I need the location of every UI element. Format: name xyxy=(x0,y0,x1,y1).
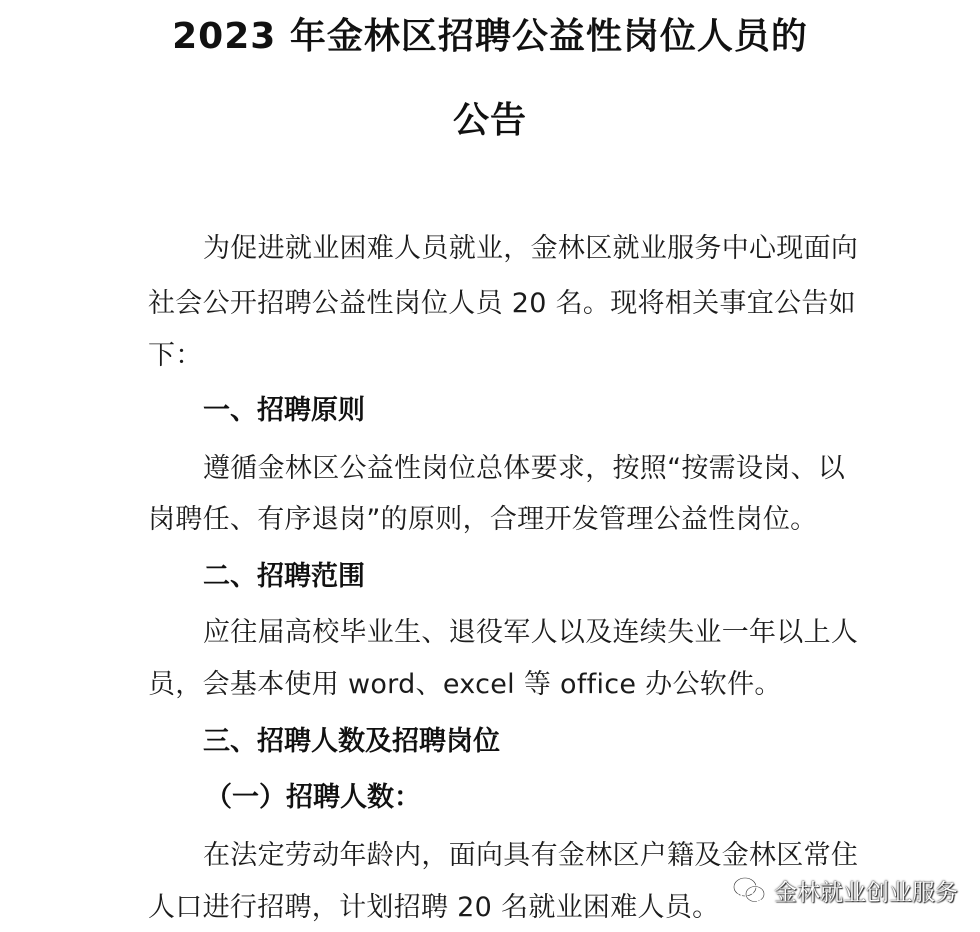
section-2-line-1: 应往届高校毕业生、退役军人以及连续失业一年以上人 xyxy=(203,617,859,648)
source-watermark xyxy=(732,870,958,910)
section-1-line-2: 岗聘任、有序退岗”的原则，合理开发管理公益性岗位。 xyxy=(148,504,818,535)
wechat-icon xyxy=(732,875,766,905)
intro-line-2: 社会公开招聘公益性岗位人员 20 名。现将相关事宜公告如 xyxy=(148,288,856,319)
section-3-sub-heading: （一）招聘人数： xyxy=(205,782,421,813)
document-title-line-2: 公告 xyxy=(452,100,527,141)
section-3-line-2: 人口进行招聘，计划招聘 20 名就业困难人员。 xyxy=(148,892,720,923)
section-2-heading: 二、招聘范围 xyxy=(203,561,365,592)
intro-line-1: 为促进就业困难人员就业，金林区就业服务中心现面向 xyxy=(203,233,859,264)
section-3-line-1: 在法定劳动年龄内，面向具有金林区户籍及金林区常住 xyxy=(203,840,859,871)
section-2-line-2: 员，会基本使用 word、excel 等 office 办公软件。 xyxy=(148,669,782,700)
section-1-line-1: 遵循金林区公益性岗位总体要求，按照“按需设岗、以 xyxy=(203,453,846,484)
watermark-label: 金林就业创业服务 xyxy=(774,879,958,906)
intro-line-3: 下： xyxy=(148,340,203,371)
section-1-heading: 一、招聘原则 xyxy=(203,395,365,426)
section-3-heading: 三、招聘人数及招聘岗位 xyxy=(203,726,500,757)
document-title-line-1: 2023 年金林区招聘公益性岗位人员的 xyxy=(172,16,808,57)
